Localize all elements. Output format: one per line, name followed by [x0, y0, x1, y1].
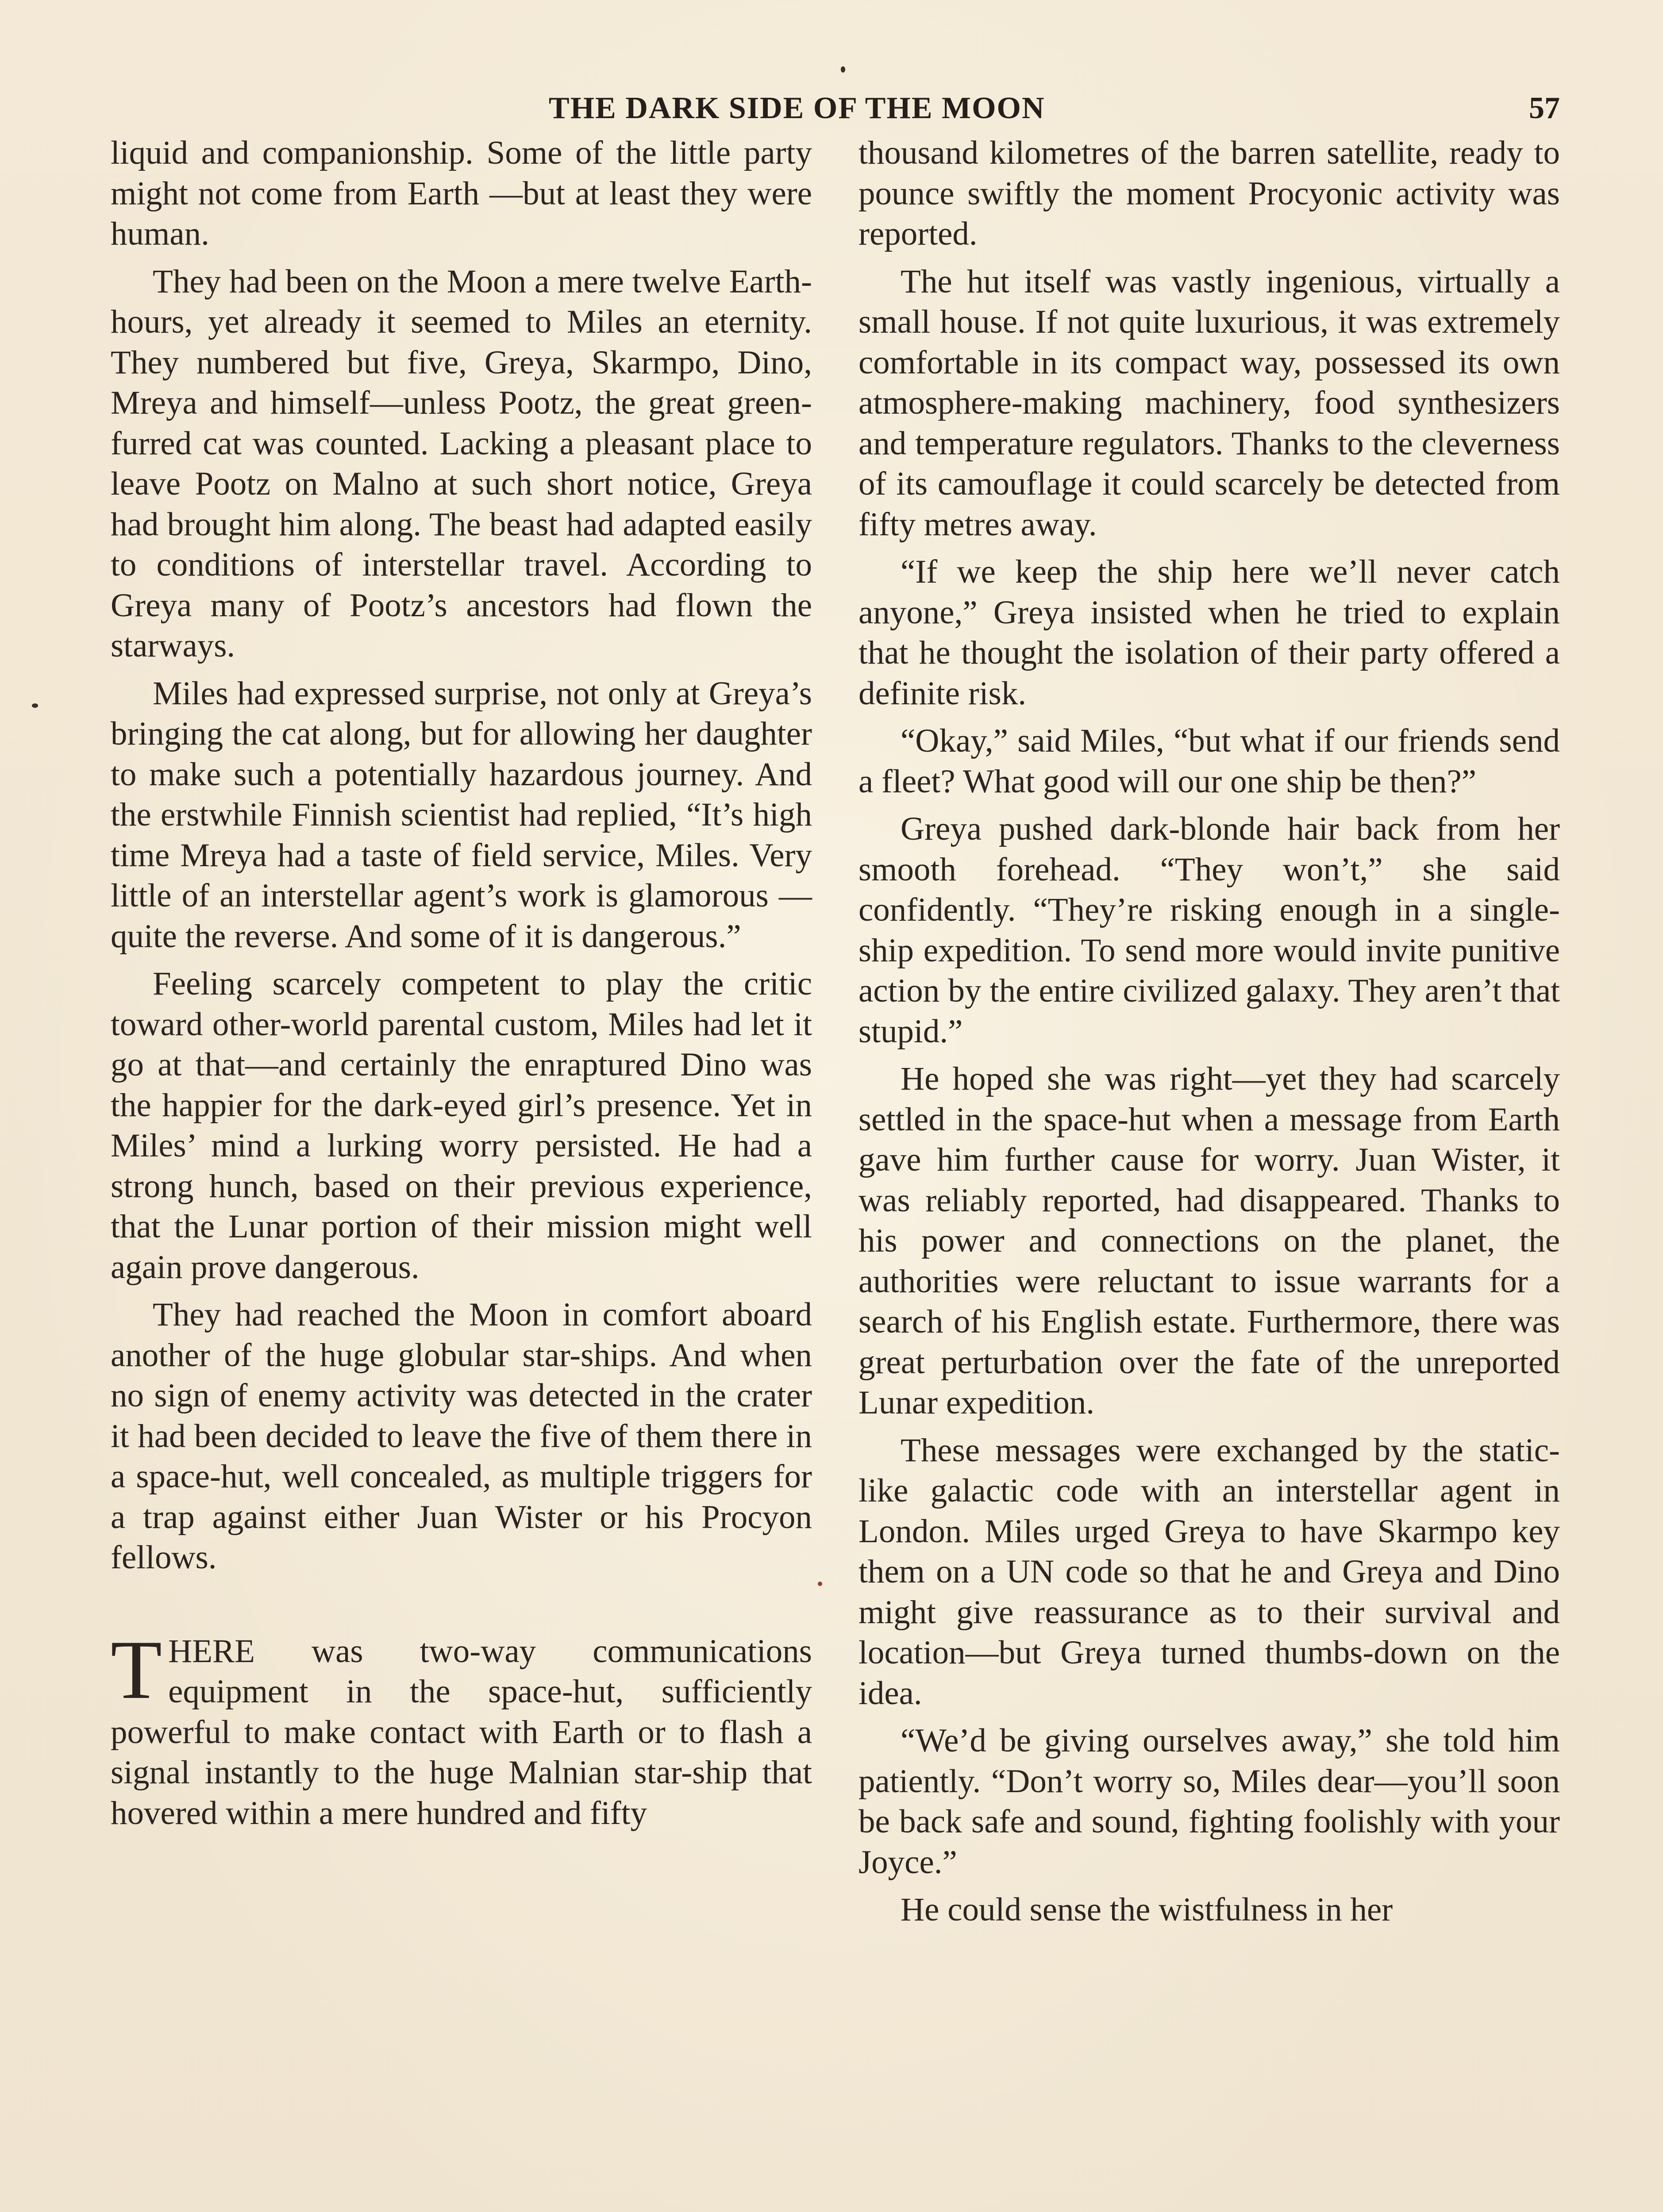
paragraph: They had reached the Moon in comfort aboard another of the huge globular star-ships. And when no sign of enemy activity was detected in the crater it had been decided to leave the five of them there in a space-hut, well concealed, as multiple triggers for a trap against either Juan Wister or his Procyon fellows. [111, 1296, 812, 1576]
paragraph: These messages were exchanged by the static-like galactic code with an interstellar agent in London. Miles urged Greya to have Skarmpo key them on a UN code so that he and Greya and Dino might give reassurance as to their survival and location—but Greya turned thumbs-down on the idea. [858, 1432, 1560, 1712]
paragraph: Greya pushed dark-blonde hair back from her smooth forehead. “They won’t,” she said confidently. “They’re risking enough in a single-ship expedition. To send more would invite punitive action by the entire civilized galaxy. They aren’t that stupid.” [858, 810, 1560, 1050]
paragraph: He could sense the wistfulness in her [901, 1891, 1393, 1928]
drop-cap-letter: T [111, 1623, 162, 1717]
section-opening-paragraph [111, 1623, 812, 1834]
paragraph: thousand kilometres of the barren satellite, ready to pounce swiftly the moment Procyonic activity was reported. [858, 134, 1560, 252]
paragraph: liquid and companionship. Some of the little party might not come from Earth —but at least they were human. [111, 134, 812, 252]
paragraph: Miles had expressed surprise, not only at Greya’s bringing the cat along, but for allowing her daughter to make such a potentially hazardous journey. And the erstwhile Finnish scientist had replied, “It’s high time Mreya had a taste of field service, Miles. Very little of an interstellar agent’s work is glamorous —quite the reverse. And some of it is dangerous.” [111, 675, 812, 955]
paragraph: “If we keep the ship here we’ll never catch anyone,” Greya insisted when he tried to explain that he thought the isolation of their party offered a definite risk. [858, 553, 1560, 712]
paragraph: “We’d be giving ourselves away,” she told him patiently. “Don’t worry so, Miles dear—you’ll soon be back safe and sound, fighting foolishly with your Joyce.” [858, 1722, 1560, 1881]
paragraph: “Okay,” said Miles, “but what if our friends send a fleet? What good will our one ship be then?” [858, 722, 1560, 800]
paragraph: He hoped she was right—yet they had scarcely settled in the space-hut when a message from Earth gave him further cause for worry. Juan Wister, it was reliably reported, had disappeared. Thanks to his power and connections on the planet, the authorities were reluctant to issue warrants for a search of his English estate. Furthermore, there was great perturbation over the fate of the unreported Lunar expedition. [858, 1060, 1560, 1421]
paragraph: Feeling scarcely competent to play the critic toward other-world parental custom, Miles had let it go at that—and certainly the enraptured Dino was the happier for the dark-eyed girl’s presence. Yet in Miles’ mind a lurking worry persisted. He had a strong hunch, based on their previous experience, that the Lunar portion of their mission might well again prove dangerous. [111, 965, 812, 1286]
right-text-column [858, 133, 1560, 1937]
paper-speck [818, 1582, 822, 1586]
page-number: 57 [1529, 91, 1560, 125]
running-title: THE DARK SIDE OF THE MOON [549, 91, 1045, 125]
paper-speck [841, 66, 845, 73]
paragraph-text: HERE was two-way communications equipment in the space-hut, sufficiently powerful to make contact with Earth or to flash a signal instantly to the huge Malnian star-ship that hovered within a mere hundred and fifty [111, 1632, 812, 1832]
paragraph: They had been on the Moon a mere twelve Earth-hours, yet already it seemed to Miles an eternity. They numbered but five, Greya, Skarmpo, Dino, Mreya and himself—unless Pootz, the great green-furred cat was counted. Lacking a pleasant place to leave Pootz on Malno at such short notice, Greya had brought him along. The beast had adapted easily to conditions of interstellar travel. According to Greya many of Pootz’s ancestors had flown the starways. [111, 263, 812, 664]
paper-speck [32, 703, 38, 708]
paragraph: The hut itself was vastly ingenious, virtually a small house. If not quite luxurious, it was extremely comfortable in its compact way, possessed its own atmosphere-making machinery, food synthesizers and temperature regulators. Thanks to the cleverness of its camouflage it could scarcely be detected from fifty metres away. [858, 263, 1560, 543]
left-text-column [111, 133, 812, 1840]
